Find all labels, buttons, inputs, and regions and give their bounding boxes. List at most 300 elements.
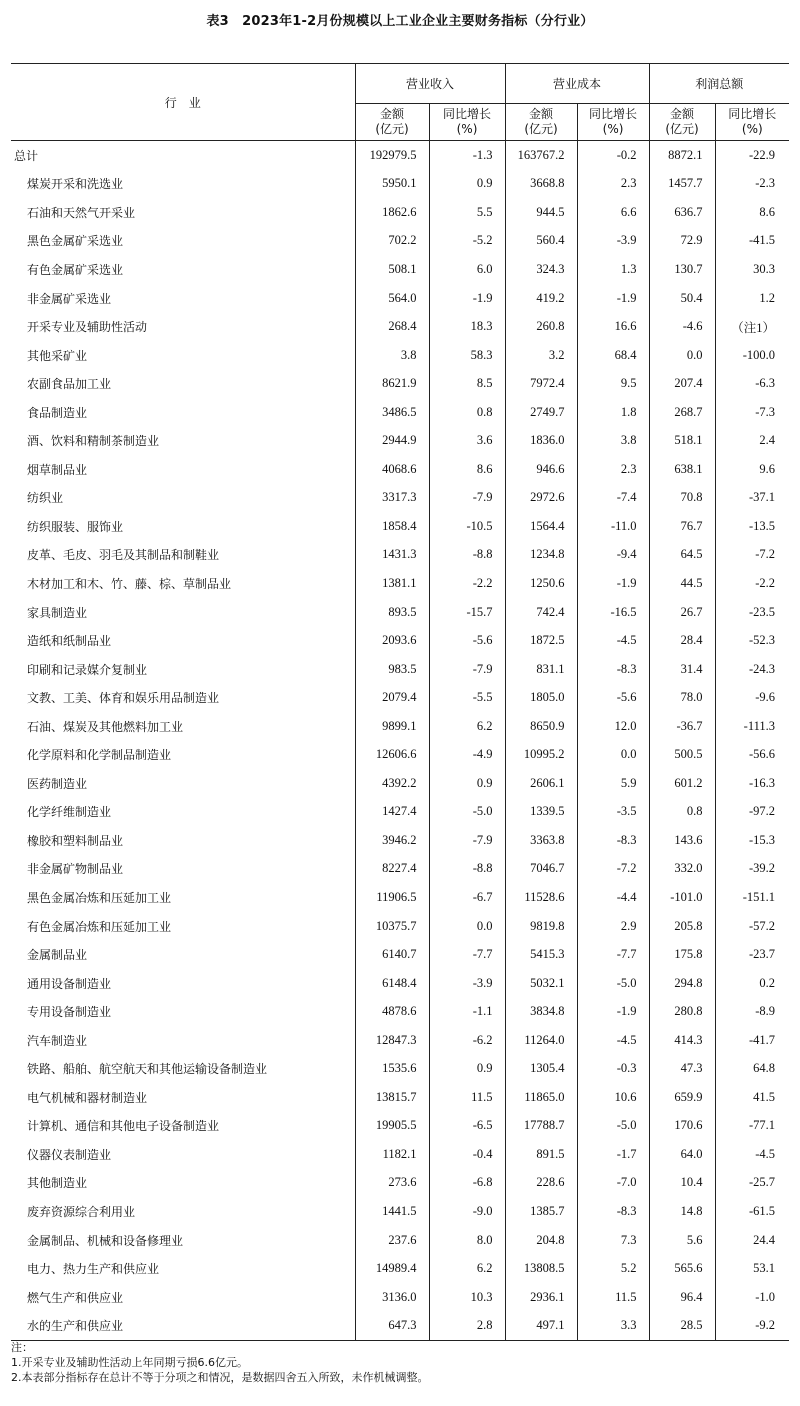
header-cost: 营业成本: [505, 64, 649, 104]
cell-cost-amount: 2606.1: [505, 769, 577, 798]
cell-revenue-amount: 14989.4: [355, 1254, 429, 1283]
cell-revenue-amount: 702.2: [355, 227, 429, 256]
table-title: 表3 2023年1-2月份规模以上工业企业主要财务指标（分行业）: [206, 14, 594, 29]
cell-cost-growth: -5.0: [577, 1112, 649, 1141]
table-row: [11, 1311, 789, 1340]
cell-cost-growth: -1.9: [577, 284, 649, 313]
cell-revenue-amount: 1431.3: [355, 541, 429, 570]
cell-cost-amount: 742.4: [505, 598, 577, 627]
cell-cost-amount: 7046.7: [505, 855, 577, 884]
cell-cost-growth: -4.5: [577, 1026, 649, 1055]
cell-cost-amount: 1805.0: [505, 683, 577, 712]
cell-cost-growth: 5.2: [577, 1254, 649, 1283]
cell-cost-amount: 2972.6: [505, 484, 577, 513]
cell-profit-growth: 9.6: [715, 455, 789, 484]
cell-revenue-amount: 3136.0: [355, 1283, 429, 1312]
cell-revenue-amount: 268.4: [355, 312, 429, 341]
cell-profit-amount: -4.6: [649, 312, 715, 341]
cell-cost-growth: -8.3: [577, 655, 649, 684]
cell-industry-name: 通用设备制造业: [27, 976, 112, 991]
header-revenue: 营业收入: [355, 64, 505, 104]
table-row: [11, 255, 789, 284]
cell-revenue-growth: 3.6: [429, 426, 505, 455]
cell-revenue-growth: 10.3: [429, 1283, 505, 1312]
table-row-total: [11, 141, 789, 170]
cell-cost-amount: 3.2: [505, 341, 577, 370]
cell-profit-amount: 28.4: [649, 626, 715, 655]
cell-industry-name: 石油和天然气开采业: [27, 205, 136, 220]
header-profit-amount: 金额 (亿元): [649, 104, 715, 141]
cell-revenue-amount: 1862.6: [355, 198, 429, 227]
header-revenue-amount: 金额 (亿元): [355, 104, 429, 141]
cell-profit-amount: 143.6: [649, 826, 715, 855]
cell-revenue-amount: 1182.1: [355, 1140, 429, 1169]
cell-cost-amount: 419.2: [505, 284, 577, 313]
cell-cost-amount: 497.1: [505, 1311, 577, 1340]
cell-cost-amount: 17788.7: [505, 1112, 577, 1141]
cell-revenue-amount: 13815.7: [355, 1083, 429, 1112]
cell-profit-growth: -16.3: [715, 769, 789, 798]
cell-profit-amount: 170.6: [649, 1112, 715, 1141]
cell-industry-name: 有色金属冶炼和压延加工业: [27, 919, 172, 934]
cell-revenue-amount: 10375.7: [355, 912, 429, 941]
cell-cost-amount: 1339.5: [505, 798, 577, 827]
cell-revenue-growth: -9.0: [429, 1197, 505, 1226]
cell-profit-amount: 44.5: [649, 569, 715, 598]
cell-revenue-growth: -5.5: [429, 683, 505, 712]
cell-revenue-amount: 4392.2: [355, 769, 429, 798]
cell-profit-amount: 0.8: [649, 798, 715, 827]
cell-revenue-growth: 6.0: [429, 255, 505, 284]
cell-profit-amount: 72.9: [649, 227, 715, 256]
cell-revenue-growth: -1.9: [429, 284, 505, 313]
cell-profit-amount: 78.0: [649, 683, 715, 712]
cell-profit-growth: -100.0: [715, 341, 789, 370]
cell-profit-growth: -15.3: [715, 826, 789, 855]
table-row: [11, 541, 789, 570]
cell-revenue-amount: 1441.5: [355, 1197, 429, 1226]
cell-profit-growth: 24.4: [715, 1226, 789, 1255]
cell-cost-growth: 2.3: [577, 455, 649, 484]
cell-revenue-amount: 2944.9: [355, 426, 429, 455]
cell-profit-growth: -2.3: [715, 170, 789, 199]
cell-profit-growth: -6.3: [715, 369, 789, 398]
cell-cost-amount: 10995.2: [505, 740, 577, 769]
cell-revenue-growth: -8.8: [429, 541, 505, 570]
cell-revenue-amount: 8621.9: [355, 369, 429, 398]
cell-profit-growth: -77.1: [715, 1112, 789, 1141]
cell-cost-growth: -0.2: [577, 141, 649, 170]
cell-cost-amount: 11865.0: [505, 1083, 577, 1112]
cell-revenue-amount: 3317.3: [355, 484, 429, 513]
cell-cost-amount: 946.6: [505, 455, 577, 484]
cell-cost-growth: 2.3: [577, 170, 649, 199]
cell-industry-name: 医药制造业: [27, 776, 88, 791]
cell-revenue-amount: 983.5: [355, 655, 429, 684]
table-row: [11, 227, 789, 256]
table-row: [11, 312, 789, 341]
cell-profit-amount: 659.9: [649, 1083, 715, 1112]
footnotes: [11, 1340, 429, 1385]
header-profit: 利润总额: [649, 64, 789, 104]
cell-cost-amount: 11528.6: [505, 883, 577, 912]
cell-cost-growth: 9.5: [577, 369, 649, 398]
cell-industry-name: 食品制造业: [27, 405, 88, 420]
header-cost-amount: 金额 (亿元): [505, 104, 577, 141]
cell-cost-growth: -1.7: [577, 1140, 649, 1169]
cell-cost-amount: 260.8: [505, 312, 577, 341]
cell-profit-amount: 175.8: [649, 940, 715, 969]
cell-profit-growth: -24.3: [715, 655, 789, 684]
cell-profit-growth: 64.8: [715, 1055, 789, 1084]
cell-revenue-growth: 0.0: [429, 912, 505, 941]
cell-revenue-amount: 9899.1: [355, 712, 429, 741]
cell-profit-growth: 2.4: [715, 426, 789, 455]
cell-industry-name: 铁路、船舶、航空航天和其他运输设备制造业: [27, 1062, 268, 1077]
cell-industry-name: 皮革、毛皮、羽毛及其制品和制鞋业: [27, 548, 220, 563]
cell-cost-growth: 3.8: [577, 426, 649, 455]
cell-cost-amount: 8650.9: [505, 712, 577, 741]
cell-revenue-growth: -4.9: [429, 740, 505, 769]
cell-cost-growth: 16.6: [577, 312, 649, 341]
cell-profit-growth: 0.2: [715, 969, 789, 998]
cell-industry-name: 电气机械和器材制造业: [27, 1090, 148, 1105]
cell-revenue-amount: 893.5: [355, 598, 429, 627]
cell-profit-growth: 30.3: [715, 255, 789, 284]
cell-profit-amount: 64.0: [649, 1140, 715, 1169]
cell-revenue-amount: 3946.2: [355, 826, 429, 855]
cell-profit-growth: 1.2: [715, 284, 789, 313]
table-row: [11, 369, 789, 398]
table-body: [11, 141, 789, 1341]
cell-revenue-growth: 8.6: [429, 455, 505, 484]
cell-revenue-amount: 2079.4: [355, 683, 429, 712]
cell-profit-growth: -23.7: [715, 940, 789, 969]
cell-profit-amount: 518.1: [649, 426, 715, 455]
cell-profit-growth: -57.2: [715, 912, 789, 941]
cell-cost-growth: -5.0: [577, 969, 649, 998]
cell-revenue-growth: -0.4: [429, 1140, 505, 1169]
cell-profit-amount: 50.4: [649, 284, 715, 313]
table-row: [11, 512, 789, 541]
cell-industry-name: 汽车制造业: [27, 1033, 88, 1048]
cell-industry-name: 计算机、通信和其他电子设备制造业: [27, 1119, 220, 1134]
cell-profit-amount: 205.8: [649, 912, 715, 941]
table-row: [11, 198, 789, 227]
cell-cost-amount: 228.6: [505, 1169, 577, 1198]
table-row: [11, 455, 789, 484]
cell-industry-name: 其他制造业: [27, 1176, 88, 1191]
cell-revenue-growth: -1.1: [429, 997, 505, 1026]
table-row: [11, 683, 789, 712]
cell-cost-amount: 1836.0: [505, 426, 577, 455]
cell-profit-amount: -101.0: [649, 883, 715, 912]
cell-industry-name: 农副食品加工业: [27, 377, 112, 392]
cell-cost-growth: 12.0: [577, 712, 649, 741]
cell-profit-growth: 8.6: [715, 198, 789, 227]
cell-industry-name: 黑色金属冶炼和压延加工业: [27, 890, 172, 905]
cell-profit-amount: -36.7: [649, 712, 715, 741]
cell-cost-amount: 13808.5: [505, 1254, 577, 1283]
cell-cost-growth: 10.6: [577, 1083, 649, 1112]
cell-industry-name: 印刷和记录媒介复制业: [27, 662, 148, 677]
cell-industry-name: 造纸和纸制品业: [27, 634, 112, 649]
cell-profit-amount: 601.2: [649, 769, 715, 798]
table-row: [11, 341, 789, 370]
cell-industry-name: 燃气生产和供应业: [27, 1290, 124, 1305]
cell-industry-name: 专用设备制造业: [27, 1005, 112, 1020]
table-row: [11, 798, 789, 827]
cell-profit-growth: -1.0: [715, 1283, 789, 1312]
cell-profit-growth: -61.5: [715, 1197, 789, 1226]
table-row: [11, 712, 789, 741]
cell-revenue-growth: -5.0: [429, 798, 505, 827]
table-row: [11, 912, 789, 941]
table-row: [11, 940, 789, 969]
table-row: [11, 769, 789, 798]
cell-industry-name: 电力、热力生产和供应业: [27, 1262, 160, 1277]
cell-cost-growth: -1.9: [577, 997, 649, 1026]
cell-profit-amount: 8872.1: [649, 141, 715, 170]
cell-revenue-amount: 3.8: [355, 341, 429, 370]
cell-revenue-growth: -6.2: [429, 1026, 505, 1055]
table-row: [11, 1197, 789, 1226]
cell-revenue-amount: 647.3: [355, 1311, 429, 1340]
cell-revenue-amount: 1427.4: [355, 798, 429, 827]
cell-revenue-growth: -7.9: [429, 826, 505, 855]
table-row: [11, 1026, 789, 1055]
cell-cost-growth: 68.4: [577, 341, 649, 370]
cell-revenue-amount: 4068.6: [355, 455, 429, 484]
cell-revenue-growth: 0.9: [429, 1055, 505, 1084]
cell-revenue-amount: 11906.5: [355, 883, 429, 912]
cell-profit-growth: -9.2: [715, 1311, 789, 1340]
cell-revenue-amount: 4878.6: [355, 997, 429, 1026]
cell-revenue-growth: 0.9: [429, 170, 505, 199]
cell-revenue-amount: 19905.5: [355, 1112, 429, 1141]
cell-cost-growth: 11.5: [577, 1283, 649, 1312]
cell-profit-growth: -151.1: [715, 883, 789, 912]
cell-cost-growth: -7.4: [577, 484, 649, 513]
cell-profit-amount: 636.7: [649, 198, 715, 227]
cell-cost-amount: 2749.7: [505, 398, 577, 427]
cell-profit-amount: 1457.7: [649, 170, 715, 199]
cell-revenue-growth: -2.2: [429, 569, 505, 598]
table-row: [11, 598, 789, 627]
table-row: [11, 170, 789, 199]
cell-profit-growth: （注1）: [715, 312, 789, 341]
table-header: [11, 64, 789, 141]
cell-profit-growth: -52.3: [715, 626, 789, 655]
cell-profit-amount: 26.7: [649, 598, 715, 627]
cell-revenue-amount: 237.6: [355, 1226, 429, 1255]
cell-cost-growth: -7.2: [577, 855, 649, 884]
cell-revenue-amount: 1858.4: [355, 512, 429, 541]
cell-industry-name: 开采专业及辅助性活动: [27, 320, 148, 335]
cell-profit-growth: -13.5: [715, 512, 789, 541]
cell-profit-amount: 130.7: [649, 255, 715, 284]
table-row: [11, 1112, 789, 1141]
cell-profit-amount: 47.3: [649, 1055, 715, 1084]
cell-cost-amount: 2936.1: [505, 1283, 577, 1312]
cell-revenue-amount: 2093.6: [355, 626, 429, 655]
cell-cost-growth: -1.9: [577, 569, 649, 598]
cell-revenue-amount: 1381.1: [355, 569, 429, 598]
cell-revenue-amount: 273.6: [355, 1169, 429, 1198]
cell-cost-growth: -7.0: [577, 1169, 649, 1198]
cell-industry-name: 仪器仪表制造业: [27, 1147, 112, 1162]
cell-profit-amount: 64.5: [649, 541, 715, 570]
cell-profit-growth: -9.6: [715, 683, 789, 712]
cell-industry-name: 水的生产和供应业: [11, 1311, 355, 1340]
cell-cost-amount: 1385.7: [505, 1197, 577, 1226]
cell-revenue-amount: 6148.4: [355, 969, 429, 998]
cell-cost-amount: 204.8: [505, 1226, 577, 1255]
cell-cost-amount: 1872.5: [505, 626, 577, 655]
cell-cost-growth: -9.4: [577, 541, 649, 570]
cell-cost-amount: 1250.6: [505, 569, 577, 598]
cell-cost-growth: -3.9: [577, 227, 649, 256]
cell-cost-growth: -7.7: [577, 940, 649, 969]
cell-profit-amount: 268.7: [649, 398, 715, 427]
cell-revenue-amount: 5950.1: [355, 170, 429, 199]
cell-revenue-growth: -6.8: [429, 1169, 505, 1198]
cell-cost-growth: -3.5: [577, 798, 649, 827]
footnote-2: 2.本表部分指标存在总计不等于分项之和情况，是数据四舍五入所致，未作机械调整。: [11, 1371, 429, 1384]
cell-revenue-amount: 12606.6: [355, 740, 429, 769]
cell-industry-name: 石油、煤炭及其他燃料加工业: [27, 719, 184, 734]
cell-profit-growth: -2.2: [715, 569, 789, 598]
cell-profit-growth: -22.9: [715, 141, 789, 170]
cell-profit-amount: 638.1: [649, 455, 715, 484]
cell-profit-amount: 280.8: [649, 997, 715, 1026]
table-row: [11, 655, 789, 684]
cell-profit-growth: -37.1: [715, 484, 789, 513]
cell-cost-growth: -8.3: [577, 1197, 649, 1226]
cell-industry-name: 非金属矿物制品业: [27, 862, 124, 877]
cell-cost-growth: 1.3: [577, 255, 649, 284]
cell-industry-name: 化学纤维制造业: [27, 805, 112, 820]
cell-profit-growth: -97.2: [715, 798, 789, 827]
cell-cost-growth: -0.3: [577, 1055, 649, 1084]
cell-revenue-growth: 18.3: [429, 312, 505, 341]
header-industry: 行 业: [11, 64, 355, 141]
cell-cost-growth: -16.5: [577, 598, 649, 627]
cell-profit-growth: -56.6: [715, 740, 789, 769]
cell-revenue-growth: 6.2: [429, 1254, 505, 1283]
cell-revenue-growth: -8.8: [429, 855, 505, 884]
cell-revenue-growth: 11.5: [429, 1083, 505, 1112]
cell-industry-name: 烟草制品业: [27, 462, 88, 477]
footnote-label: 注：: [11, 1341, 33, 1354]
table-row: [11, 1055, 789, 1084]
cell-profit-amount: 207.4: [649, 369, 715, 398]
financial-indicators-table: [11, 63, 789, 1341]
cell-cost-growth: 3.3: [577, 1311, 649, 1340]
cell-revenue-growth: -7.9: [429, 484, 505, 513]
cell-revenue-growth: 8.5: [429, 369, 505, 398]
cell-revenue-growth: 6.2: [429, 712, 505, 741]
cell-revenue-growth: -7.7: [429, 940, 505, 969]
cell-cost-amount: 7972.4: [505, 369, 577, 398]
table-row: [11, 826, 789, 855]
cell-profit-growth: -111.3: [715, 712, 789, 741]
cell-profit-growth: 53.1: [715, 1254, 789, 1283]
cell-profit-amount: 10.4: [649, 1169, 715, 1198]
cell-profit-growth: -41.5: [715, 227, 789, 256]
cell-revenue-amount: 12847.3: [355, 1026, 429, 1055]
cell-profit-growth: -4.5: [715, 1140, 789, 1169]
cell-profit-growth: -7.2: [715, 541, 789, 570]
table-row: [11, 1169, 789, 1198]
cell-cost-amount: 163767.2: [505, 141, 577, 170]
cell-revenue-growth: 8.0: [429, 1226, 505, 1255]
cell-profit-growth: -7.3: [715, 398, 789, 427]
header-profit-growth: 同比增长 (%): [715, 104, 789, 141]
cell-cost-growth: 1.8: [577, 398, 649, 427]
cell-revenue-growth: -6.7: [429, 883, 505, 912]
cell-industry-name: 家具制造业: [27, 605, 88, 620]
cell-cost-amount: 1564.4: [505, 512, 577, 541]
cell-profit-growth: -25.7: [715, 1169, 789, 1198]
cell-industry-name: 金属制品、机械和设备修理业: [27, 1233, 184, 1248]
cell-profit-amount: 0.0: [649, 341, 715, 370]
cell-cost-growth: 5.9: [577, 769, 649, 798]
cell-industry-name: 金属制品业: [27, 948, 88, 963]
cell-industry-name: 化学原料和化学制品制造业: [27, 748, 172, 763]
table-row: [11, 426, 789, 455]
cell-revenue-amount: 508.1: [355, 255, 429, 284]
cell-cost-amount: 5032.1: [505, 969, 577, 998]
cell-profit-growth: -8.9: [715, 997, 789, 1026]
cell-profit-amount: 500.5: [649, 740, 715, 769]
cell-industry-name: 其他采矿业: [27, 348, 88, 363]
cell-revenue-growth: -10.5: [429, 512, 505, 541]
table-row: [11, 1283, 789, 1312]
cell-cost-growth: -4.4: [577, 883, 649, 912]
cell-profit-amount: 565.6: [649, 1254, 715, 1283]
cell-cost-amount: 831.1: [505, 655, 577, 684]
cell-industry-name: 非金属矿采选业: [27, 291, 112, 306]
table-row: [11, 1226, 789, 1255]
cell-industry-name: 酒、饮料和精制茶制造业: [27, 434, 160, 449]
cell-cost-amount: 560.4: [505, 227, 577, 256]
cell-revenue-growth: 5.5: [429, 198, 505, 227]
cell-cost-amount: 324.3: [505, 255, 577, 284]
cell-profit-amount: 70.8: [649, 484, 715, 513]
cell-industry-name: 纺织服装、服饰业: [27, 519, 124, 534]
cell-industry-name: 煤炭开采和洗选业: [27, 177, 124, 192]
cell-profit-amount: 76.7: [649, 512, 715, 541]
cell-industry-name: 总计: [14, 148, 39, 163]
cell-revenue-amount: 1535.6: [355, 1055, 429, 1084]
table-row: [11, 855, 789, 884]
cell-cost-growth: 7.3: [577, 1226, 649, 1255]
cell-profit-amount: 294.8: [649, 969, 715, 998]
table-row: [11, 626, 789, 655]
cell-revenue-amount: 6140.7: [355, 940, 429, 969]
cell-cost-growth: -4.5: [577, 626, 649, 655]
cell-cost-growth: -8.3: [577, 826, 649, 855]
cell-profit-amount: 14.8: [649, 1197, 715, 1226]
cell-revenue-growth: -5.2: [429, 227, 505, 256]
cell-industry-name: 黑色金属矿采选业: [27, 234, 124, 249]
cell-profit-growth: -39.2: [715, 855, 789, 884]
cell-revenue-growth: 0.8: [429, 398, 505, 427]
cell-cost-amount: 944.5: [505, 198, 577, 227]
cell-revenue-growth: -3.9: [429, 969, 505, 998]
cell-cost-amount: 1234.8: [505, 541, 577, 570]
